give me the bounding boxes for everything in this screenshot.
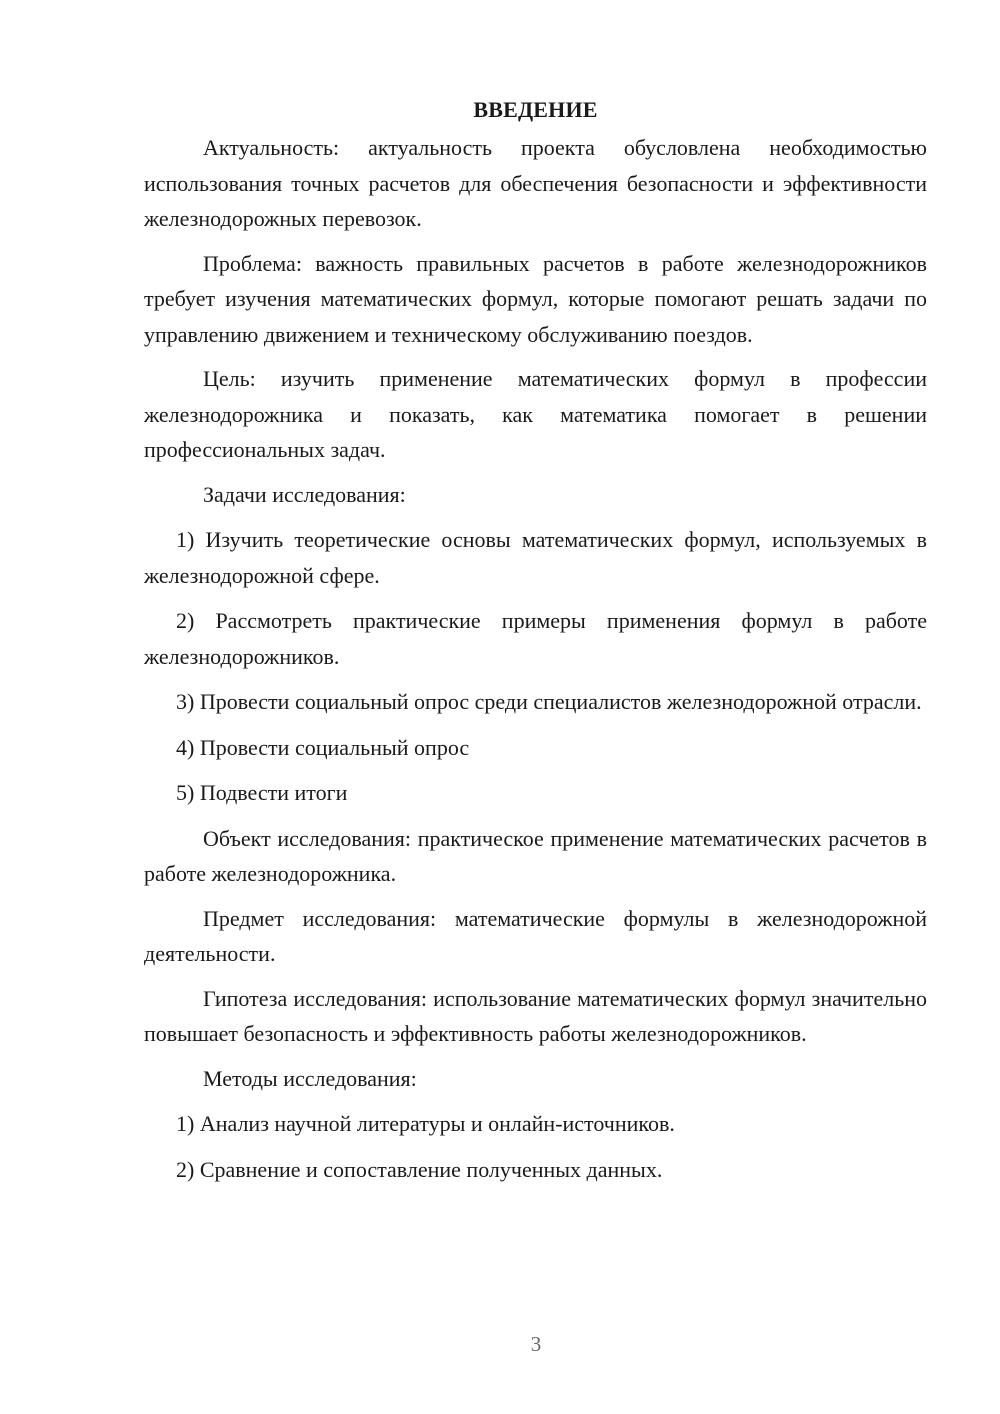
task-item-3: 3) Провести социальный опрос среди специалистов железнодорожной отрасли.	[176, 689, 922, 714]
document-title: ВВЕДЕНИЕ	[473, 97, 598, 122]
task-item-2: 2) Рассмотреть практические примеры применения формул в работе железнодорожников.	[144, 608, 927, 669]
task-item-1: 1) Изучить теоретические основы математических формул, используемых в железнодорожной сфере.	[144, 527, 927, 588]
hypothesis-paragraph: Гипотеза исследования: использование математических формул значительно повышает безопасность и эффективность работы железнодорожников.	[144, 985, 927, 1046]
goal-paragraph: Цель: изучить применение математических формул в профессии железнодорожника и показать, как математика помогает в решении профессиональных задач.	[144, 366, 927, 462]
subject-paragraph: Предмет исследования: математические формулы в железнодорожной деятельности.	[144, 905, 927, 966]
method-item-2: 2) Сравнение и сопоставление полученных данных.	[176, 1156, 663, 1182]
task-item-5: 5) Подвести итоги	[176, 780, 348, 805]
document-page	[144, 92, 927, 1197]
relevance-paragraph: Актуальность: актуальность проекта обусловлена необходимостью использования точных расчетов для обеспечения безопасности и эффективности железнодорожных перевозок.	[144, 135, 927, 231]
method-item-1: 1) Анализ научной литературы и онлайн-источников.	[176, 1111, 675, 1136]
methods-heading: Методы исследования:	[203, 1065, 417, 1091]
object-paragraph: Объект исследования: практическое применение математических расчетов в работе железнодорожника.	[144, 825, 927, 886]
tasks-heading: Задачи исследования:	[203, 481, 406, 507]
page-number: 3	[530, 1332, 542, 1356]
problem-paragraph: Проблема: важность правильных расчетов в работе железнодорожников требует изучения математических формул, которые помогают решать задачи по управлению движением и техническому обслуживанию поездов.	[144, 250, 927, 347]
task-item-4: 4) Провести социальный опрос	[176, 734, 470, 760]
